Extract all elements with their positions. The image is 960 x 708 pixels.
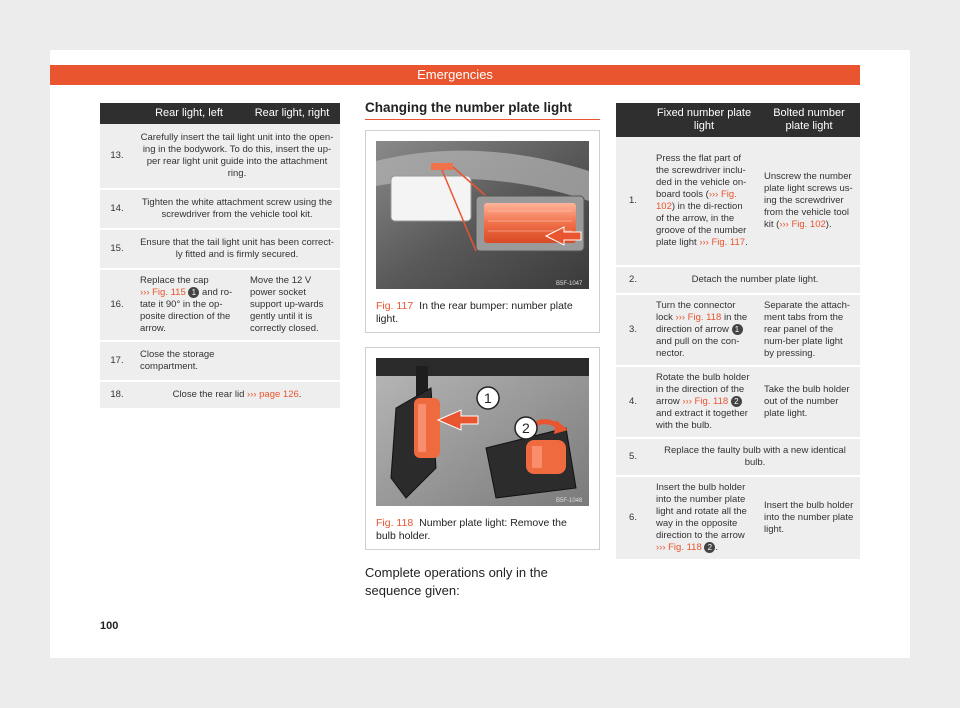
middle-column: [365, 100, 600, 600]
figure-caption: Fig. 118 Number plate light: Remove the bulb holder.: [376, 517, 567, 542]
section-title: Changing the number plate light: [365, 100, 600, 120]
table-row: 17. Close the storage compartment.: [100, 342, 340, 380]
fig-reference-link[interactable]: ››› Fig. 102: [779, 219, 826, 230]
fig-reference-link[interactable]: ››› Fig. 115: [140, 287, 186, 298]
col-rear-right: Rear light, right: [244, 103, 340, 124]
callout-marker: 2: [731, 396, 742, 407]
intro-text: Complete operations only in the sequence given:: [365, 565, 548, 598]
callout-1: 1: [484, 390, 492, 406]
table-row: 3. Turn the connector lock ››› Fig. 118 in the direction of arrow 1 and pull on the con-nector. Separate the attach-ment tabs from the rear panel of the num-ber plate light by pressing.: [616, 295, 860, 365]
bulb-holder-photo: [376, 358, 589, 506]
callout-2: 2: [522, 420, 530, 436]
table-row: 16. Replace the cap ››› Fig. 115 1 and ro-tate it 90° in the op-posite direction of the arrow. Move the 12 V power socket support up-wards gently until it is correctly closed.: [100, 270, 340, 340]
right-steps-table: [616, 103, 860, 559]
image-code: B5F-1047: [556, 281, 583, 287]
table-row: 4. Rotate the bulb holder in the direction of the arrow ››› Fig. 118 2 and extract it together with the bulb. Take the bulb holder out of the number plate light.: [616, 367, 860, 437]
table-row: 1. Press the flat part of the screwdriver inclu-ded in the vehicle on-board tools (››› Fig. 102) in the di-rection of the arrow, in the groove of the number plate light ››› Fig. 117. Unscrew the number plate light screws us-ing the screwdriver from the vehicle tool kit (››› Fig. 102).: [616, 137, 860, 265]
table-row: 13. Carefully insert the tail light unit into the open-ing in the bodywork. To do this, insert the up-per rear light unit guide into the attachment ring.: [100, 124, 340, 188]
callout-marker: 1: [732, 324, 743, 335]
callout-marker: 2: [704, 542, 715, 553]
table-row: 5. Replace the faulty bulb with a new identical bulb.: [616, 439, 860, 475]
col-bolted-light: Bolted number plate light: [758, 103, 860, 137]
fig-reference-link[interactable]: ››› Fig. 118: [682, 396, 729, 407]
fig-reference-link[interactable]: ››› Fig. 117: [699, 237, 746, 248]
table-row: 14. Tighten the white attachment screw using the screwdriver from the vehicle tool kit.: [100, 190, 340, 228]
image-code: B5F-1048: [556, 498, 583, 504]
page-reference-link[interactable]: ››› page 126: [247, 389, 299, 400]
fig-reference-link[interactable]: ››› Fig. 102: [656, 189, 737, 212]
table-row: 18. Close the rear lid ››› page 126.: [100, 382, 340, 408]
number-plate-light-photo: [376, 141, 589, 289]
col-rear-left: Rear light, left: [134, 103, 244, 124]
figure-caption: Fig. 117 In the rear bumper: number plate light.: [376, 300, 573, 325]
fig-reference-link[interactable]: ››› Fig. 118: [656, 542, 702, 553]
table-row: 2. Detach the number plate light.: [616, 267, 860, 293]
callout-marker: 1: [188, 287, 199, 298]
table-row: 15. Ensure that the tail light unit has been correct-ly fitted and is firmly secured.: [100, 230, 340, 268]
fig-reference-link[interactable]: ››› Fig. 118: [675, 312, 722, 323]
col-fixed-light: Fixed number plate light: [650, 103, 758, 137]
figure-118: [365, 347, 600, 550]
left-steps-table: [100, 103, 340, 408]
chapter-header: Emergencies: [50, 65, 860, 85]
table-row: 6. Insert the bulb holder into the number plate light and rotate all the way in the opposite direction to the arrow ››› Fig. 118 2 . Insert the bulb holder into the number plate light.: [616, 477, 860, 559]
figure-117: [365, 130, 600, 333]
page-number: 100: [100, 620, 119, 632]
